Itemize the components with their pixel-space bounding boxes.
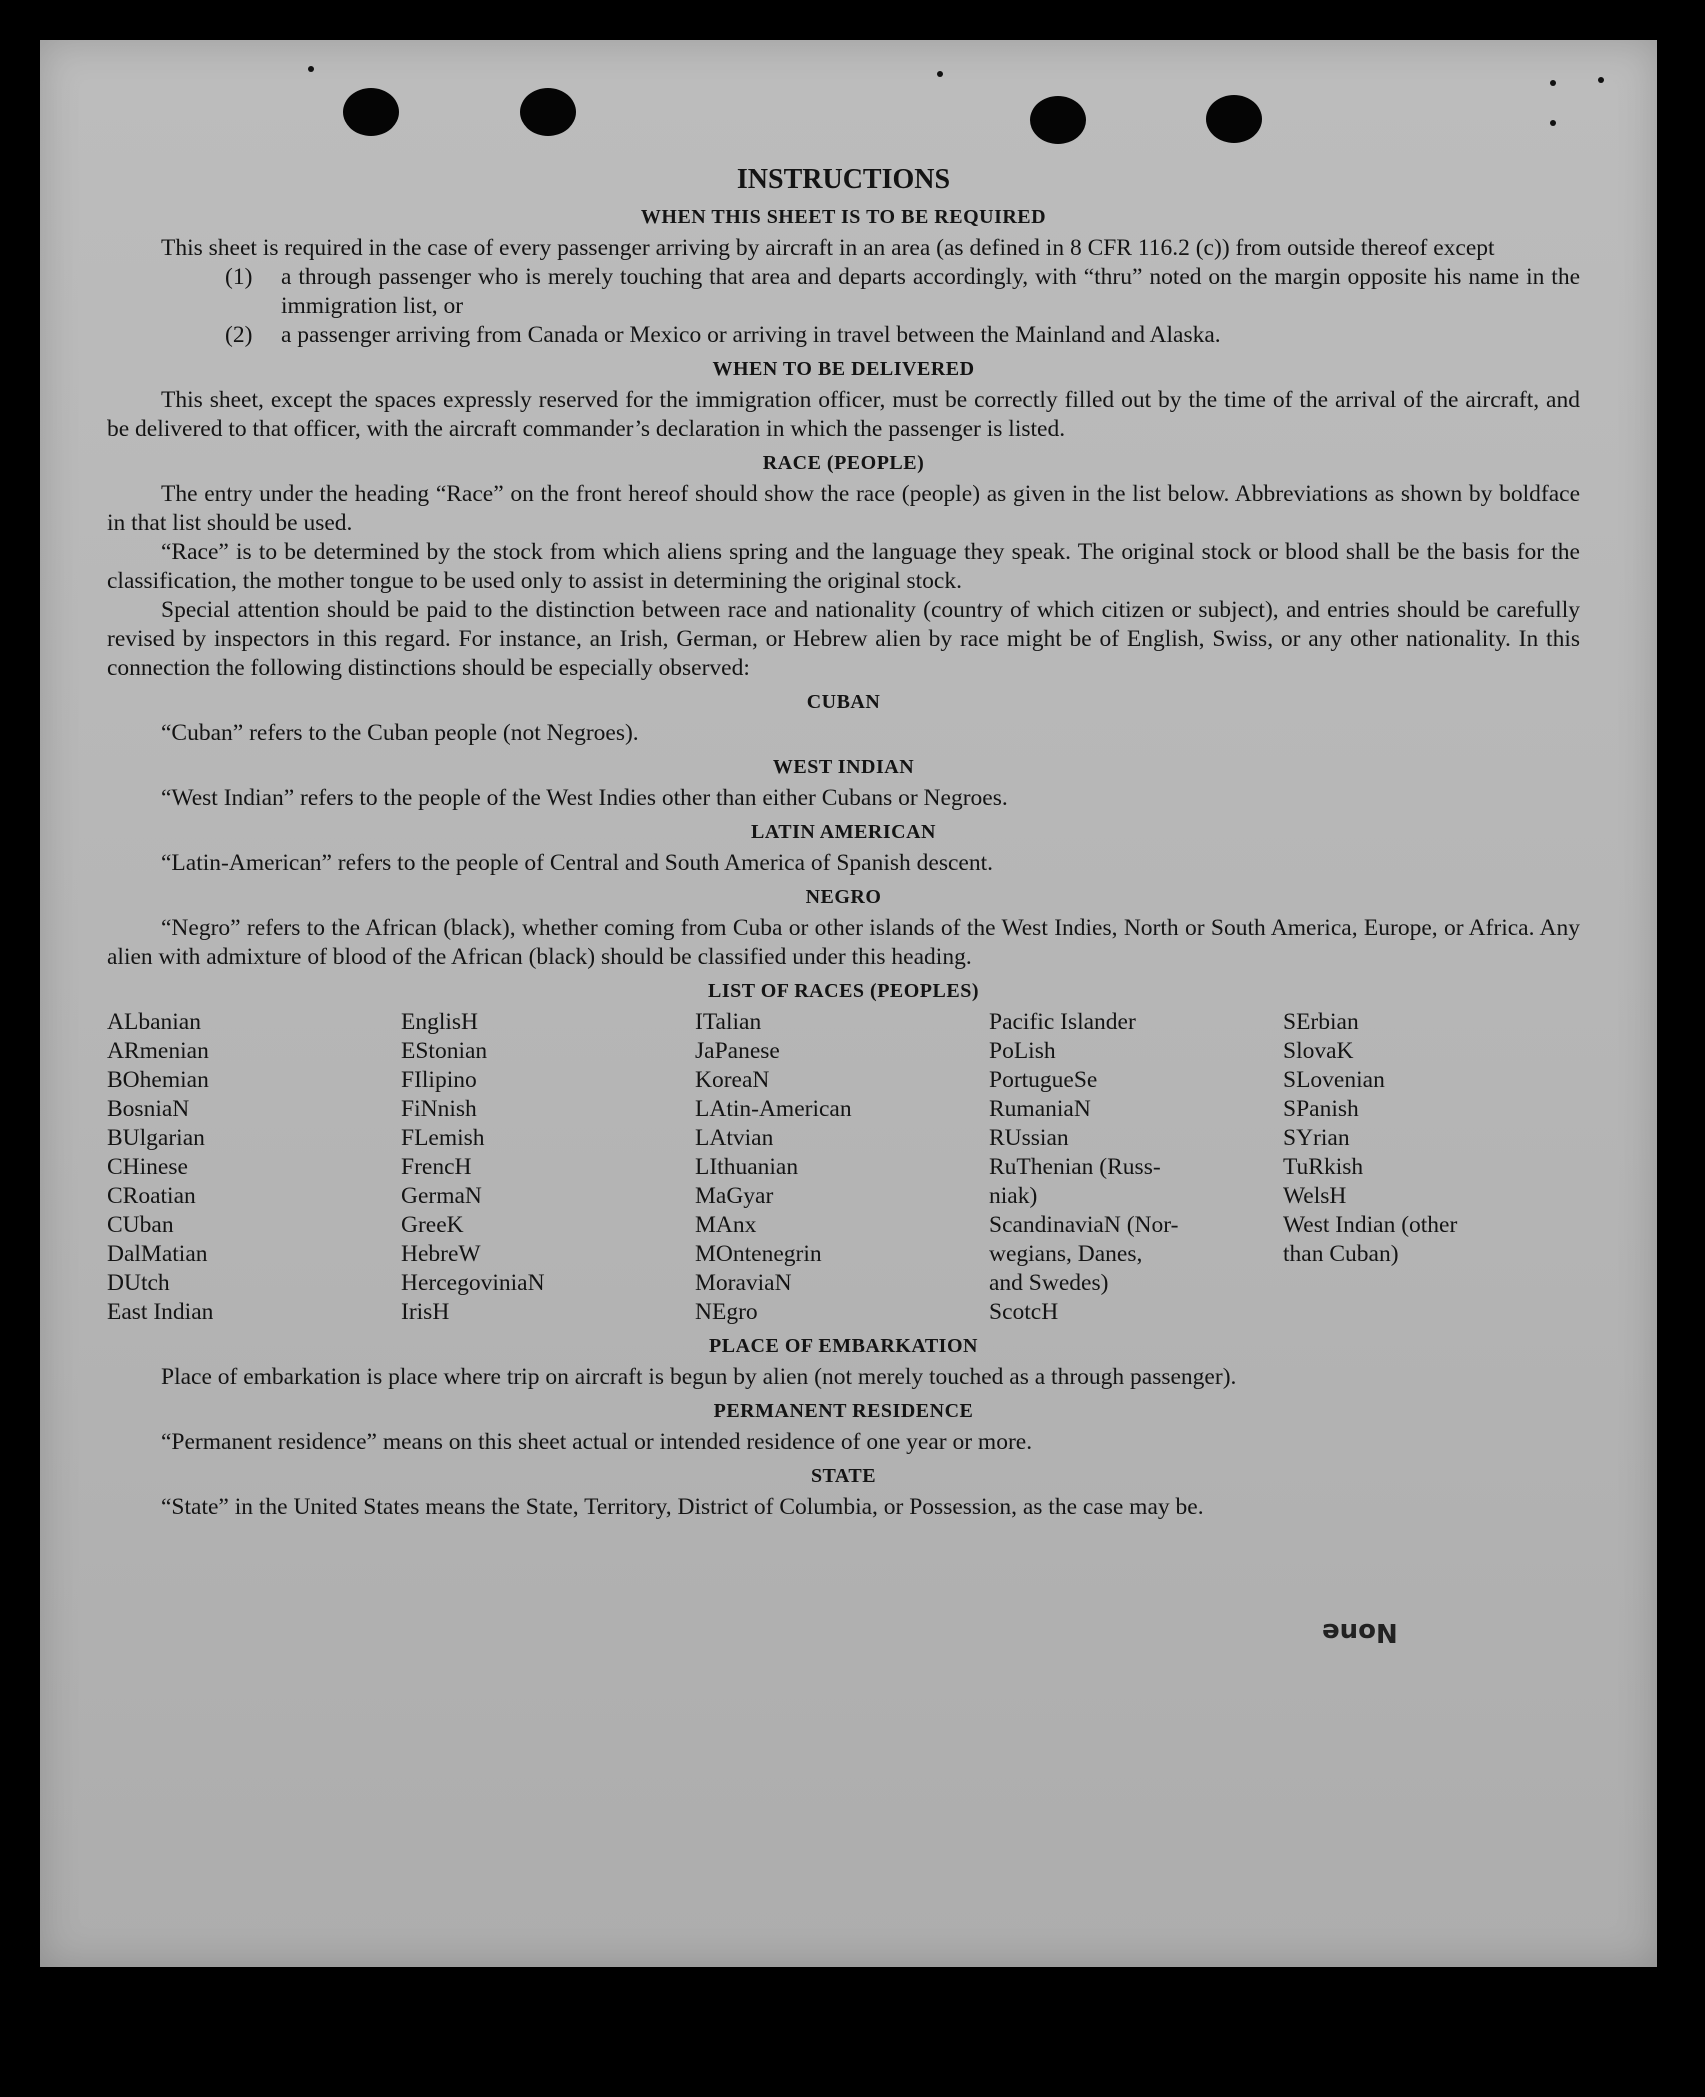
paragraph: Place of embarkation is place where trip on aircraft is begun by alien (not merely touched as a through passenger).: [161, 1364, 1237, 1390]
race-entry: JaPanese: [695, 1038, 780, 1064]
race-column: [989, 1008, 1283, 1327]
race-column: [401, 1008, 695, 1327]
race-entry: DUtch: [107, 1270, 170, 1296]
instructions-content: [107, 162, 1580, 1522]
race-entry: FrencH: [401, 1154, 472, 1180]
race-entry: PortugueSe: [989, 1067, 1098, 1093]
race-entry: SErbian: [1283, 1009, 1359, 1035]
race-entry: ALbanian: [107, 1009, 201, 1035]
race-entry: EnglisH: [401, 1009, 479, 1035]
punch-hole: [1030, 96, 1086, 144]
race-entry: wegians, Danes,: [989, 1241, 1143, 1267]
race-entry: DalMatian: [107, 1241, 208, 1267]
race-entry: HebreW: [401, 1241, 481, 1267]
punch-hole: [520, 88, 576, 136]
race-entry: PoLish: [989, 1038, 1056, 1064]
race-entry: LAtvian: [695, 1125, 774, 1151]
section-heading: RACE (PEOPLE): [762, 452, 925, 474]
race-entry: FLemish: [401, 1125, 485, 1151]
section-heading: CUBAN: [806, 691, 881, 713]
section-heading: STATE: [810, 1465, 877, 1487]
race-entry: East Indian: [107, 1299, 214, 1325]
race-entry: BosniaN: [107, 1096, 190, 1122]
race-column: [107, 1008, 401, 1327]
race-entry: MoraviaN: [695, 1270, 792, 1296]
race-entry: ScandinaviaN (Nor-: [989, 1212, 1179, 1238]
race-entry: FIlipino: [401, 1067, 477, 1093]
paragraph: “West Indian” refers to the people of the West Indies other than either Cubans or Negroes.: [161, 785, 1008, 811]
race-entry: niak): [989, 1183, 1038, 1209]
race-column: [695, 1008, 989, 1327]
paragraph: This sheet, except the spaces expressly reserved for the immigration officer, must be correctly filled out by the time of the arrival of the aircraft, and be delivered to that officer, with the aircraft commander’s declaration in which the passenger is listed.: [107, 387, 1580, 442]
section-heading: WHEN TO BE DELIVERED: [712, 358, 975, 380]
paragraph: “Permanent residence” means on this sheet actual or intended residence of one year or more.: [161, 1429, 1033, 1455]
race-entry: RuThenian (Russ-: [989, 1154, 1161, 1180]
section-heading: WEST INDIAN: [772, 756, 915, 778]
race-entry: KoreaN: [695, 1067, 770, 1093]
paragraph: “Cuban” refers to the Cuban people (not Negroes).: [161, 720, 639, 746]
section-heading: LIST OF RACES (PEOPLES): [707, 980, 979, 1002]
race-entry: ScotcH: [989, 1299, 1059, 1325]
race-entry: and Swedes): [989, 1270, 1109, 1296]
race-entry: MaGyar: [695, 1183, 774, 1209]
race-entry: HercegoviniaN: [401, 1270, 545, 1296]
item-number: (1): [225, 264, 253, 290]
item-text: a passenger arriving from Canada or Mexico or arriving in travel between the Mainland and Alaska.: [281, 322, 1221, 348]
race-entry: Pacific Islander: [989, 1009, 1136, 1035]
paragraph: “Negro” refers to the African (black), whether coming from Cuba or other islands of the West Indies, North or South America, Europe, or Africa. Any alien with admixture of blood of the African (black) should be classified under this heading.: [107, 915, 1580, 970]
paragraph: “State” in the United States means the State, Territory, District of Columbia, or Possession, as the case may be.: [161, 1494, 1204, 1520]
race-entry: GermaN: [401, 1183, 482, 1209]
section-heading: WHEN THIS SHEET IS TO BE REQUIRED: [640, 206, 1047, 228]
race-entry: RumaniaN: [989, 1096, 1091, 1122]
race-entry: FiNnish: [401, 1096, 477, 1122]
list-item: [107, 321, 1580, 350]
race-entry: TuRkish: [1283, 1154, 1364, 1180]
race-entry: BOhemian: [107, 1067, 209, 1093]
speck: [1598, 77, 1604, 83]
race-entry: ARmenian: [107, 1038, 209, 1064]
document-page: [40, 40, 1657, 1967]
handwritten-note: None: [1322, 1617, 1398, 1647]
race-entry: IrisH: [401, 1299, 450, 1325]
race-entry: BUlgarian: [107, 1125, 205, 1151]
section-heading: PERMANENT RESIDENCE: [713, 1400, 974, 1422]
race-entry: WelsH: [1283, 1183, 1347, 1209]
paragraph: This sheet is required in the case of every passenger arriving by aircraft in an area (as defined in 8 CFR 116.2 (c)) from outside thereof except: [161, 235, 1495, 261]
race-entry: GreeK: [401, 1212, 464, 1238]
item-text: a through passenger who is merely touching that area and departs accordingly, with “thru” noted on the margin opposite his name in the immigration list, or: [281, 264, 1580, 319]
paragraph: The entry under the heading “Race” on the front hereof should show the race (people) as given in the list below. Abbreviations as shown by boldface in that list should be used.: [107, 481, 1580, 536]
page-title: INSTRUCTIONS: [736, 164, 951, 195]
race-entry: SPanish: [1283, 1096, 1359, 1122]
race-entry: than Cuban): [1283, 1241, 1399, 1267]
race-column: [1283, 1008, 1577, 1327]
race-entry: CRoatian: [107, 1183, 196, 1209]
race-list: [107, 1008, 1580, 1327]
race-entry: ITalian: [695, 1009, 762, 1035]
speck: [308, 66, 314, 72]
item-number: (2): [225, 322, 253, 348]
race-entry: MOntenegrin: [695, 1241, 822, 1267]
section-heading: LATIN AMERICAN: [751, 821, 936, 843]
speck: [1550, 120, 1556, 126]
race-entry: LIthuanian: [695, 1154, 799, 1180]
race-entry: CUban: [107, 1212, 174, 1238]
race-entry: SlovaK: [1283, 1038, 1354, 1064]
punch-hole: [1206, 95, 1262, 143]
race-entry: RUssian: [989, 1125, 1069, 1151]
paragraph: “Latin-American” refers to the people of Central and South America of Spanish descent.: [161, 850, 994, 876]
speck: [937, 71, 943, 77]
punch-hole: [343, 88, 399, 136]
section-heading: NEGRO: [805, 886, 882, 908]
race-entry: West Indian (other: [1283, 1212, 1458, 1238]
list-item: [107, 263, 1580, 321]
race-entry: CHinese: [107, 1154, 188, 1180]
race-entry: MAnx: [695, 1212, 757, 1238]
speck: [1550, 80, 1556, 86]
race-entry: EStonian: [401, 1038, 488, 1064]
section-heading: PLACE OF EMBARKATION: [709, 1335, 978, 1357]
race-entry: LAtin-American: [695, 1096, 852, 1122]
race-entry: SYrian: [1283, 1125, 1350, 1151]
paragraph: “Race” is to be determined by the stock from which aliens spring and the language they speak. The original stock or blood shall be the basis for the classification, the mother tongue to be used only to assist in determining the original stock.: [107, 539, 1580, 594]
paragraph: Special attention should be paid to the distinction between race and nationality (country of which citizen or subject), and entries should be carefully revised by inspectors in this regard. For instance, an Irish, German, or Hebrew alien by race might be of English, Swiss, or any other nationality. In this connection the following distinctions should be especially observed:: [107, 597, 1580, 681]
race-entry: NEgro: [695, 1299, 758, 1325]
race-entry: SLovenian: [1283, 1067, 1385, 1093]
